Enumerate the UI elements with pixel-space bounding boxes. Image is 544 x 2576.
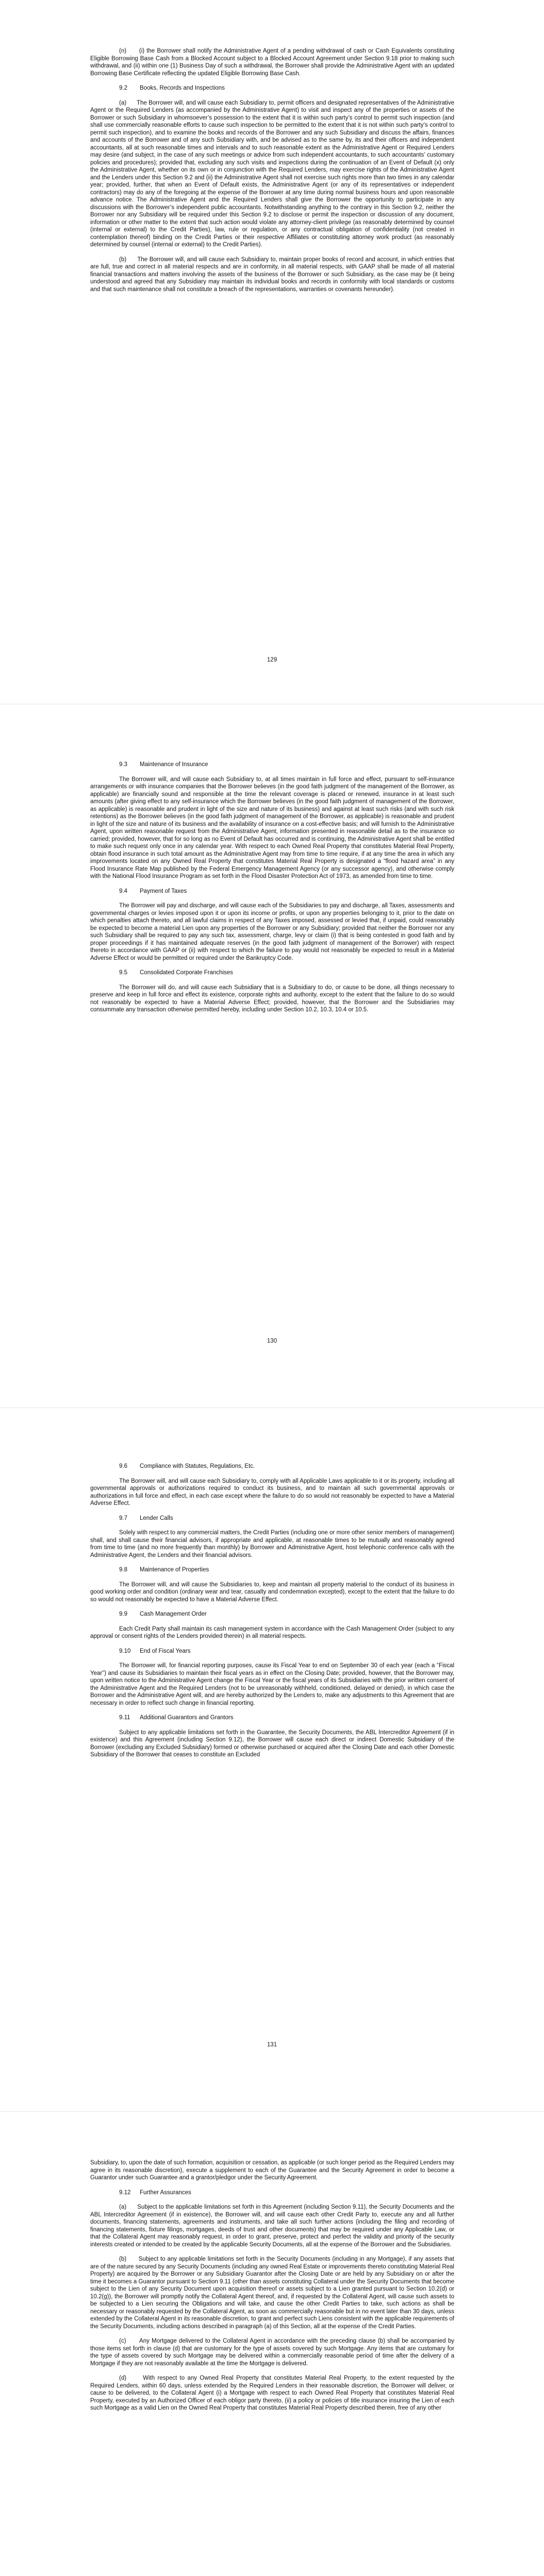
section-heading-9-3 bbox=[90, 761, 454, 769]
paragraph-9-6: The Borrower will, and will cause each Subsidiary to, comply with all Applicable Laws applicable to it or its property, including all governmental approvals or authorizations required to conduct its business, and to maintain all such governmental approvals or authorizations in full force and effect, in each case except where the failure to do so would not reasonably be expected to have a Material Adverse Effect. bbox=[90, 1478, 454, 1506]
document-page-2 bbox=[0, 704, 544, 1408]
page-3-content bbox=[90, 1455, 454, 1766]
section-number: 9.10 bbox=[119, 1648, 131, 1654]
section-heading-9-5 bbox=[90, 969, 454, 977]
page-1-content bbox=[90, 47, 454, 300]
section-title: Books, Records and Inspections bbox=[140, 85, 225, 91]
section-heading-9-10 bbox=[90, 1648, 454, 1655]
section-number: 9.6 bbox=[119, 1463, 127, 1469]
section-number: 9.11 bbox=[119, 1715, 130, 1721]
paragraph-9-7: Solely with respect to any commercial matters, the Credit Parties (including one or more other senior members of management) shall, and shall cause their financial advisors, if appropriate and applicable, at reasonable times to be mutually and reasonably agreed from time to time (and no more frequently than monthly) by Borrower and Administrative Agent, host telephonic conference calls with the Administrative Agent, the Lenders and their financial advisors. bbox=[90, 1530, 454, 1558]
section-heading-9-6 bbox=[90, 1463, 454, 1470]
section-heading-9-11 bbox=[90, 1714, 454, 1722]
section-heading-9-8 bbox=[90, 1566, 454, 1574]
paragraph-9-12-c: (c) Any Mortgage delivered to the Collateral Agent in accordance with the preceding clause (b) shall be accompanied by those items set forth in clause (d) that are customary for the type of assets covered by such Mortgage. Any items that are customary for the type of assets covered by such Mortgage may be delivered within a commercially reasonable period of time after the delivery of a Mortgage if they are not reasonably available at the time the Mortgage is delivered. bbox=[90, 2338, 454, 2367]
section-title: Additional Guarantors and Grantors bbox=[140, 1715, 234, 1721]
section-number: 9.9 bbox=[119, 1611, 127, 1617]
section-heading-9-12 bbox=[90, 2189, 454, 2197]
paragraph-9-12-a: (a) Subject to the applicable limitations set forth in this Agreement (including Section 9.11), the Security Documents and the ABL Intercreditor Agreement (if in existence), the Borrower will, and will cause each other Credit Party to, execute any and all further documents, financing statements, agreements and instruments, and take all such further actions (including the filing and recording of financing statements, fixture filings, mortgages, deeds of trust and other documents) that may be required under any Applicable Law, or that the Collateral Agent may reasonably request, in order to grant, preserve, protect and perfect the validity and priority of the security interests created or intended to be created by the applicable Security Documents, all at the expense of the Borrower and the Subsidiaries. bbox=[90, 2204, 454, 2248]
section-heading-9-9 bbox=[90, 1611, 454, 1618]
paragraph-9-9: Each Credit Party shall maintain its cash management system in accordance with the Cash Management Order (subject to any approval or consent rights of the Lenders provided therein) in all material respects. bbox=[90, 1625, 454, 1639]
document-page-3 bbox=[0, 1408, 544, 2111]
section-title: Cash Management Order bbox=[140, 1611, 207, 1617]
paragraph-9-1-n: (n) (i) the Borrower shall notify the Administrative Agent of a pending withdrawal of cash or Cash Equivalents constituting Eligible Borrowing Base Cash from a Blocked Account subject to a Blocked Account Agreement under Section 9.18 prior to making such withdrawal, and (ii) within one (1) Business Day of such a withdrawal, the Borrower shall provide the Administrative Agent with an updated Borrowing Base Certificate reflecting the updated Eligible Borrowing Base Cash. bbox=[90, 48, 454, 77]
paragraph-9-10: The Borrower will, for financial reporting purposes, cause its Fiscal Year to end on September 30 of each year (each a “Fiscal Year”) and cause its Subsidiaries to maintain their fiscal years as in effect on the Closing Date; provided, however, that the Borrower may, upon written notice to the Administrative Agent change the Fiscal Year or the fiscal years of its Subsidiaries with the prior written consent of the Administrative Agent and the Required Lenders (not to be unreasonably withheld, conditioned, delayed or denied), in which case the Borrower and the Administrative Agent will, and are hereby authorized by the Lenders to, make any adjustments to this Agreement that are necessary in order to reflect such change in financial reporting. bbox=[90, 1663, 454, 1706]
page-number: 129 bbox=[267, 657, 277, 663]
paragraph-9-2-a: (a) The Borrower will, and will cause each Subsidiary to, permit officers and designated representatives of the Administrative Agent or the Required Lenders (as accompanied by the Administrative Agent) to visit and inspect any of the properties or assets of the Borrower or such Subsidiary in whomsoever’s possession to the extent that it is within such party’s control to permit such inspection (and shall use commercially reasonable efforts to cause such inspection to be permitted to the extent that it is not within such party’s control to permit such inspection), and to examine the books and records of the Borrower and any such Subsidiary and discuss the affairs, finances and accounts of the Borrower and of any such Subsidiary with, and be advised as to the same by, its and their officers and independent accountants, all at such reasonable times and intervals and to such reasonable extent as the Administrative Agent or Required Lenders may desire (and subject, in the case of any such meetings or advice from such independent accountants, to such accountants’ customary policies and procedures); provided that, excluding any such visits and inspections during the continuation of an Event of Default (x) only the Administrative Agent, whether on its own or in conjunction with the Required Lenders, may exercise rights of the Administrative Agent and the Lenders under this Section 9.2 and (ii) the Administrative Agent shall not exercise such rights more than two times in any calendar year; provided, further, that when an Event of Default exists, the Administrative Agent (or any of its representatives or independent contractors) may do any of the foregoing at the expense of the Borrower at any time during normal business hours and upon reasonable advance notice. The Administrative Agent and the Required Lenders shall give the Borrower the opportunity to participate in any discussions with the Borrower’s independent public accountants. Notwithstanding anything to the contrary in this Section 9.2, neither the Borrower nor any Subsidiary will be required under this Section 9.2 to disclose or permit the inspection or discussion of any document, information or other matter to the extent that such action would violate any attorney-client privilege (as reasonably determined by counsel (internal or external) to the Credit Parties), law, rule or regulation, or any contractual obligation of confidentiality (not created in contemplation thereof) binding on the Credit Parties or their respective Affiliates or constituting attorney work product (as reasonably determined by counsel (internal or external) to the Credit Parties). bbox=[90, 99, 454, 248]
section-title: Compliance with Statutes, Regulations, Etc. bbox=[140, 1463, 255, 1469]
paragraph-9-12-b: (b) Subject to any applicable limitations set forth in the Security Documents (including in any Mortgage), if any assets that are of the nature secured by any Security Documents (including any owned Real Estate or improvements thereto constituting Material Real Property) are acquired by the Borrower or any Subsidiary Guarantor after the Closing Date or are held by any Subsidiary on or after the time it becomes a Guarantor pursuant to Section 9.11 (other than assets constituting Collateral under the Security Documents that become subject to the Lien of any Security Document upon acquisition thereof or assets subject to a Lien granted pursuant to Section 10.2(d) or 10.2(g)), the Borrower will promptly notify the Collateral Agent thereof, and, if requested by the Collateral Agent, will cause such assets to be subjected to a Lien securing the Obligations and will take, and cause the other Credit Parties to take, such actions as shall be necessary or reasonably requested by the Collateral Agent, as soon as commercially reasonable but in no event later than 30 days, unless extended by the Collateral Agent in its reasonable discretion, to grant and perfect such Liens consistent with the applicable requirements of the Security Documents, including actions described in paragraph (a) of this Section, all at the expense of the Credit Parties. bbox=[90, 2256, 454, 2330]
section-heading-9-7 bbox=[90, 1515, 454, 1522]
paragraph-9-12-d: (d) With respect to any Owned Real Property that constitutes Material Real Property, to the extent requested by the Required Lenders, within 60 days, unless extended by the Required Lenders in their reasonable discretion, the Borrower will deliver, or cause to be delivered, to the Collateral Agent (i) a Mortgage with respect to each Owned Real Property that constitutes Material Real Property, executed by an Authorized Officer of each obligor party thereto, (ii) a policy or policies of title insurance insuring the Lien of each such Mortgage as a valid Lien on the Owned Real Property that constitutes Material Real Property described therein, free of any other bbox=[90, 2375, 454, 2411]
section-number: 9.5 bbox=[119, 970, 127, 976]
paragraph-9-11: Subject to any applicable limitations set forth in the Guarantee, the Security Documents, the ABL Intercreditor Agreement (if in existence) and this Agreement (including Section 9.12), the Borrower will cause each direct or indirect Domestic Subsidiary of the Borrower (excluding any Excluded Subsidiary) formed or otherwise purchased or acquired after the Closing Date and each other Domestic Subsidiary of the Borrower that ceases to constitute an Excluded bbox=[90, 1729, 454, 1758]
page-4-content bbox=[90, 2159, 454, 2419]
document-page-4 bbox=[0, 2112, 544, 2576]
document-page-1 bbox=[0, 0, 544, 704]
section-number: 9.4 bbox=[119, 888, 127, 894]
section-title: Further Assurances bbox=[140, 2189, 191, 2196]
section-title: Maintenance of Insurance bbox=[140, 761, 208, 768]
section-title: Maintenance of Properties bbox=[140, 1567, 209, 1573]
section-title: Consolidated Corporate Franchises bbox=[140, 970, 233, 976]
section-number: 9.12 bbox=[119, 2189, 131, 2196]
paragraph-9-2-b: (b) The Borrower will, and will cause each Subsidiary to, maintain proper books of record and account, in which entries that are full, true and correct in all material respects and are in conformity, in all material respects, with GAAP shall be made of all material financial transactions and matters involving the assets of the business of the Borrower or such Subsidiary, as the case may be (it being understood and agreed that any Subsidiary may maintain its individual books and records in conformity with local standards or customs and that such maintenance shall not constitute a breach of the representations, warranties or covenants hereunder). bbox=[90, 256, 454, 293]
page-number: 130 bbox=[267, 1338, 277, 1344]
section-heading-9-4 bbox=[90, 888, 454, 895]
page-number: 131 bbox=[267, 2042, 277, 2048]
section-number: 9.7 bbox=[119, 1515, 127, 1521]
paragraph-9-8: The Borrower will, and will cause the Subsidiaries to, keep and maintain all property material to the conduct of its business in good working order and condition (ordinary wear and tear, casualty and condemnation excepted), except to the extent that the failure to do so would not reasonably be expected to have a Material Adverse Effect. bbox=[90, 1581, 454, 1603]
section-heading-9-2 bbox=[90, 84, 454, 92]
section-number: 9.2 bbox=[119, 85, 127, 91]
paragraph-9-4: The Borrower will pay and discharge, and will cause each of the Subsidiaries to pay and discharge, all Taxes, assessments and governmental charges or levies imposed upon it or upon its income or profits, or upon any properties belonging to it, prior to the date on which penalties attach thereto, and all lawful claims in respect of any Taxes imposed, assessed or levied that, if unpaid, could reasonably be expected to become a material Lien upon any properties of the Borrower or any Subsidiary; provided that neither the Borrower nor any such Subsidiary shall be required to pay any such tax, assessment, charge, levy or claim (i) that is being contested in good faith and by proper proceedings if it has maintained adequate reserves (in the good faith judgment of management of the Borrower) with respect thereto in accordance with GAAP or (ii) with respect to which the failure to pay would not reasonably be expected to result in a Material Adverse Effect or would be permitted or required under the Bankruptcy Code. bbox=[90, 903, 454, 961]
section-title: Lender Calls bbox=[140, 1515, 173, 1521]
section-title: Payment of Taxes bbox=[140, 888, 187, 894]
paragraph-9-3: The Borrower will, and will cause each Subsidiary to, at all times maintain in full force and effect, pursuant to self-insurance arrangements or with insurance companies that the Borrower believes (in the good faith judgment of the management of the Borrower, as applicable) are financially sound and responsible at the time the relevant coverage is placed or renewed, insurance in at least such amounts (after giving effect to any self-insurance which the Borrower believes (in the good faith judgment of management of the Borrower, as applicable) is reasonable and prudent in light of the size and nature of its business) and against at least such risks (and with such risk retentions) as the Borrower believes (in the good faith judgment of management of the Borrower, as applicable) is reasonable and prudent in light of the size and nature of its business and the availability of insurance on a cost-effective basis; and will furnish to the Administrative Agent, upon written reasonable request from the Administrative Agent, information presented in reasonable detail as to the insurance so carried; provided, however, that for so long as no Event of Default has occurred and is continuing, the Administrative Agent shall be entitled to make such request only once in any calendar year. With respect to each Owned Real Property that constitutes Material Real Property, obtain flood insurance in such total amount as the Administrative Agent may from time to time require, if at any time the area in which any improvements located on any Owned Real Property that constitutes Material Real Property is designated a “flood hazard area” in any Flood Insurance Rate Map published by the Federal Emergency Management Agency (or any successor agency), and otherwise comply with the National Flood Insurance Program as set forth in the Flood Disaster Protection Act of 1973, as amended from time to time. bbox=[90, 776, 454, 879]
section-number: 9.3 bbox=[119, 761, 127, 768]
page-2-content bbox=[90, 754, 454, 1021]
section-number: 9.8 bbox=[119, 1567, 127, 1573]
paragraph-9-5: The Borrower will do, and will cause each Subsidiary that is a Subsidiary to do, or cause to be done, all things necessary to preserve and keep in full force and effect its existence, corporate rights and authority, except to the extent that the failure to do so would not reasonably be expected to have a Material Adverse Effect; provided, however, that the Borrower and the Subsidiaries may consummate any transaction otherwise permitted hereby, including under Section 10.2, 10.3, 10.4 or 10.5. bbox=[90, 984, 454, 1013]
section-title: End of Fiscal Years bbox=[140, 1648, 191, 1654]
paragraph-9-11-continued: Subsidiary, to, upon the date of such formation, acquisition or cessation, as applicable (or such longer period as the Required Lenders may agree in its reasonable discretion), execute a supplement to each of the Guarantee and the Security Agreement in order to become a Guarantor under such Guarantee and a grantor/pledgor under the Security Agreement. bbox=[90, 2160, 454, 2181]
